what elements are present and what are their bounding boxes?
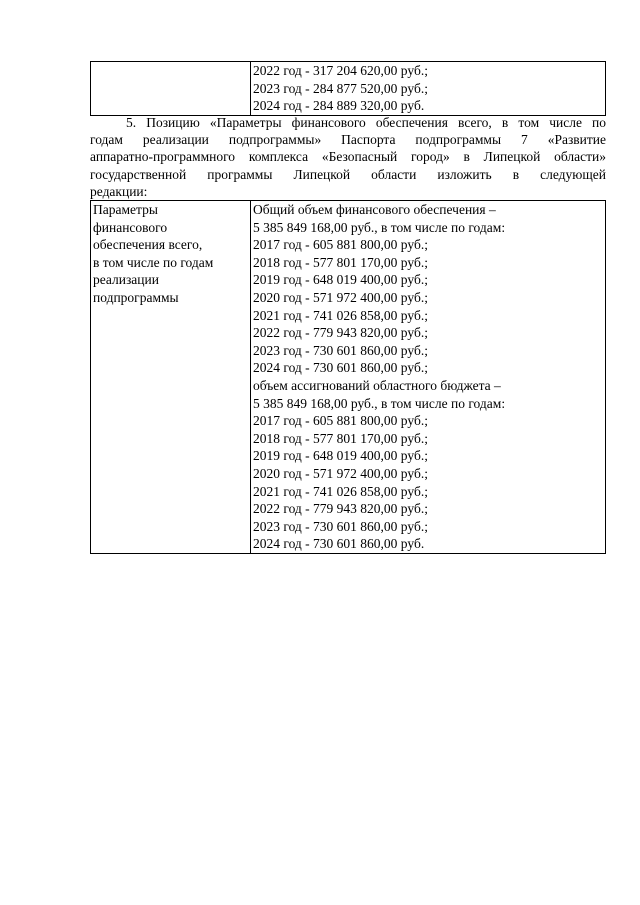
- paragraph-line: аппаратно-программного комплекса «Безопасный город» в Липецкой области»: [90, 149, 606, 165]
- year-line: 2020 год - 571 972 400,00 руб.;: [253, 289, 428, 305]
- paragraph-line: государственной программы Липецкой области изложить в следующей: [90, 166, 606, 182]
- funding-values-cell: [251, 201, 606, 554]
- label-line: Параметры: [93, 202, 158, 217]
- label-line: финансового: [93, 219, 168, 235]
- amendment-paragraph: [90, 114, 606, 200]
- label-line: реализации: [93, 272, 159, 288]
- funding-total-amount: 5 385 849 168,00 руб., в том числе по годам:: [253, 219, 506, 235]
- year-line: 2020 год - 571 972 400,00 руб.;: [253, 465, 428, 481]
- funding-table-continuation: [90, 61, 606, 116]
- year-line: 2024 год - 730 601 860,00 руб.;: [253, 360, 428, 376]
- year-line: 2017 год - 605 881 800,00 руб.;: [253, 413, 428, 429]
- paragraph-line: редакции:: [90, 183, 148, 199]
- table-row: [91, 201, 606, 554]
- year-line: 2018 год - 577 801 170,00 руб.;: [253, 430, 428, 446]
- year-line: 2017 год - 605 881 800,00 руб.;: [253, 237, 428, 253]
- paragraph-line: 5. Позицию «Параметры финансового обеспечения всего, в том числе по: [126, 115, 606, 130]
- funding-total-heading: Общий объем финансового обеспечения –: [253, 202, 496, 217]
- label-line: обеспечения всего,: [93, 237, 203, 253]
- year-line: 2018 год - 577 801 170,00 руб.;: [253, 254, 428, 270]
- funding-parameters-table: [90, 200, 606, 554]
- year-line: 2019 год - 648 019 400,00 руб.;: [253, 272, 428, 288]
- regional-budget-amount: 5 385 849 168,00 руб., в том числе по годам:: [253, 395, 506, 411]
- year-line: 2021 год - 741 026 858,00 руб.;: [253, 483, 428, 499]
- year-line: 2019 год - 648 019 400,00 руб.;: [253, 448, 428, 464]
- year-line: 2021 год - 741 026 858,00 руб.;: [253, 307, 428, 323]
- table-cell-years: [251, 62, 606, 116]
- label-line: в том числе по годам: [93, 254, 214, 270]
- table-row: [91, 62, 606, 116]
- year-line: 2023 год - 284 877 520,00 руб.;: [253, 80, 428, 96]
- year-line: 2022 год - 317 204 620,00 руб.;: [253, 63, 428, 78]
- parameter-label-cell: [91, 201, 251, 554]
- year-line: 2022 год - 779 943 820,00 руб.;: [253, 325, 428, 341]
- year-line: 2024 год - 730 601 860,00 руб.: [253, 536, 425, 552]
- label-line: подпрограммы: [93, 289, 179, 305]
- paragraph-line: годам реализации подпрограммы» Паспорта подпрограммы 7 «Развитие: [90, 132, 606, 148]
- regional-budget-heading: объем ассигнований областного бюджета –: [253, 377, 501, 393]
- year-line: 2022 год - 779 943 820,00 руб.;: [253, 501, 428, 517]
- year-line: 2023 год - 730 601 860,00 руб.;: [253, 518, 428, 534]
- table-cell-empty: [91, 62, 251, 116]
- year-line: 2023 год - 730 601 860,00 руб.;: [253, 342, 428, 358]
- year-line: 2024 год - 284 889 320,00 руб.: [253, 98, 425, 114]
